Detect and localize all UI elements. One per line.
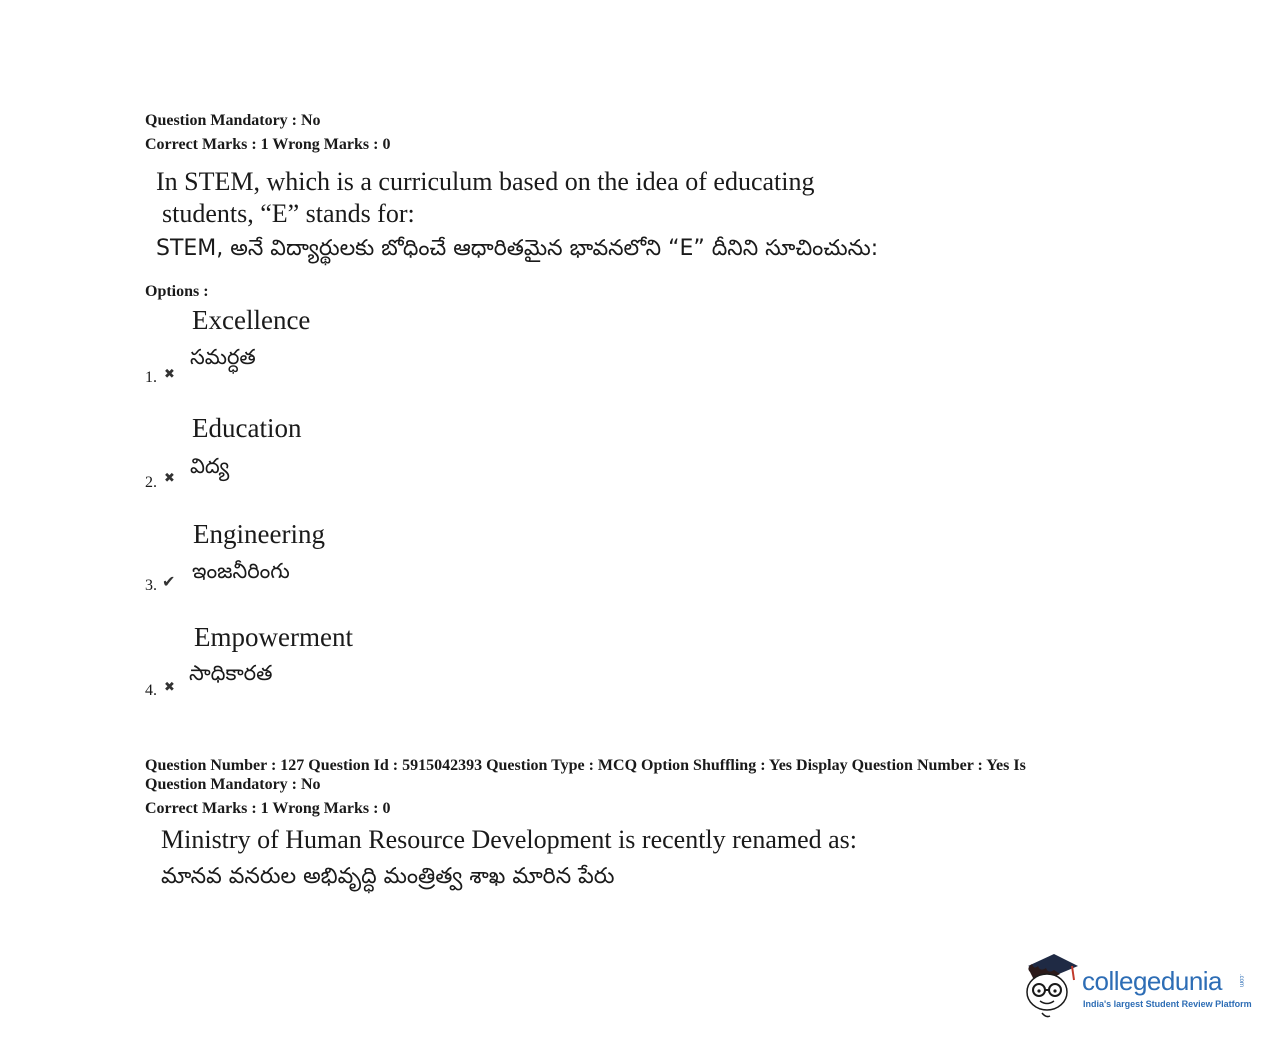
question-text-line-1: In STEM, which is a curriculum based on the idea of educating xyxy=(156,167,815,196)
question-header-line-1: Question Number : 127 Question Id : 5915042393 Question Type : MCQ Option Shuffling : Yes Display Question Number : Yes Is xyxy=(145,757,1026,774)
question-header-line-2: Question Mandatory : No xyxy=(145,776,321,793)
question-marks: Correct Marks : 1 Wrong Marks : 0 xyxy=(145,800,391,817)
option-1-english: Excellence xyxy=(192,305,311,335)
cross-icon: ✖ xyxy=(164,367,175,382)
checkmark-icon: ✔ xyxy=(162,572,176,591)
option-1-telugu: సమర్ధత xyxy=(190,345,256,369)
logo-tagline: India's largest Student Review Platform xyxy=(1083,999,1252,1009)
question-text-english: Ministry of Human Resource Development is recently renamed as: xyxy=(161,825,858,854)
question-marks: Correct Marks : 1 Wrong Marks : 0 xyxy=(145,136,391,153)
collegedunia-logo xyxy=(1020,950,1250,1030)
option-4-telugu: సాధికారత xyxy=(189,661,273,685)
question-text-telugu: మానవ వనరుల అభివృద్ధి మంత్రిత్వ శాఖ మారిన పేరు xyxy=(161,864,615,889)
option-2-english: Education xyxy=(192,413,302,443)
cross-icon: ✖ xyxy=(164,471,175,486)
question-text-line-2: students, “E” stands for: xyxy=(162,199,415,228)
option-3-number: 3. xyxy=(145,577,157,594)
option-2-telugu: విద్య xyxy=(190,454,230,478)
option-2-number: 2. xyxy=(145,474,157,491)
question-mandatory: Question Mandatory : No xyxy=(145,112,321,129)
question-text-telugu: STEM, అనే విద్యార్థులకు బోధించే ఆధారితమైన భావనలోని “E” దీనిని సూచించును: xyxy=(156,236,879,261)
option-4-english: Empowerment xyxy=(194,622,353,652)
cross-icon: ✖ xyxy=(164,680,175,695)
option-1-number: 1. xyxy=(145,369,157,386)
logo-domain: .com xyxy=(1238,974,1244,988)
option-3-telugu: ఇంజనీరింగు xyxy=(192,559,290,583)
logo-wordmark: collegedunia xyxy=(1082,966,1223,996)
option-4-number: 4. xyxy=(145,682,157,699)
option-3-english: Engineering xyxy=(193,519,325,549)
options-label: Options : xyxy=(145,283,209,300)
mascot-icon xyxy=(1020,950,1082,1022)
